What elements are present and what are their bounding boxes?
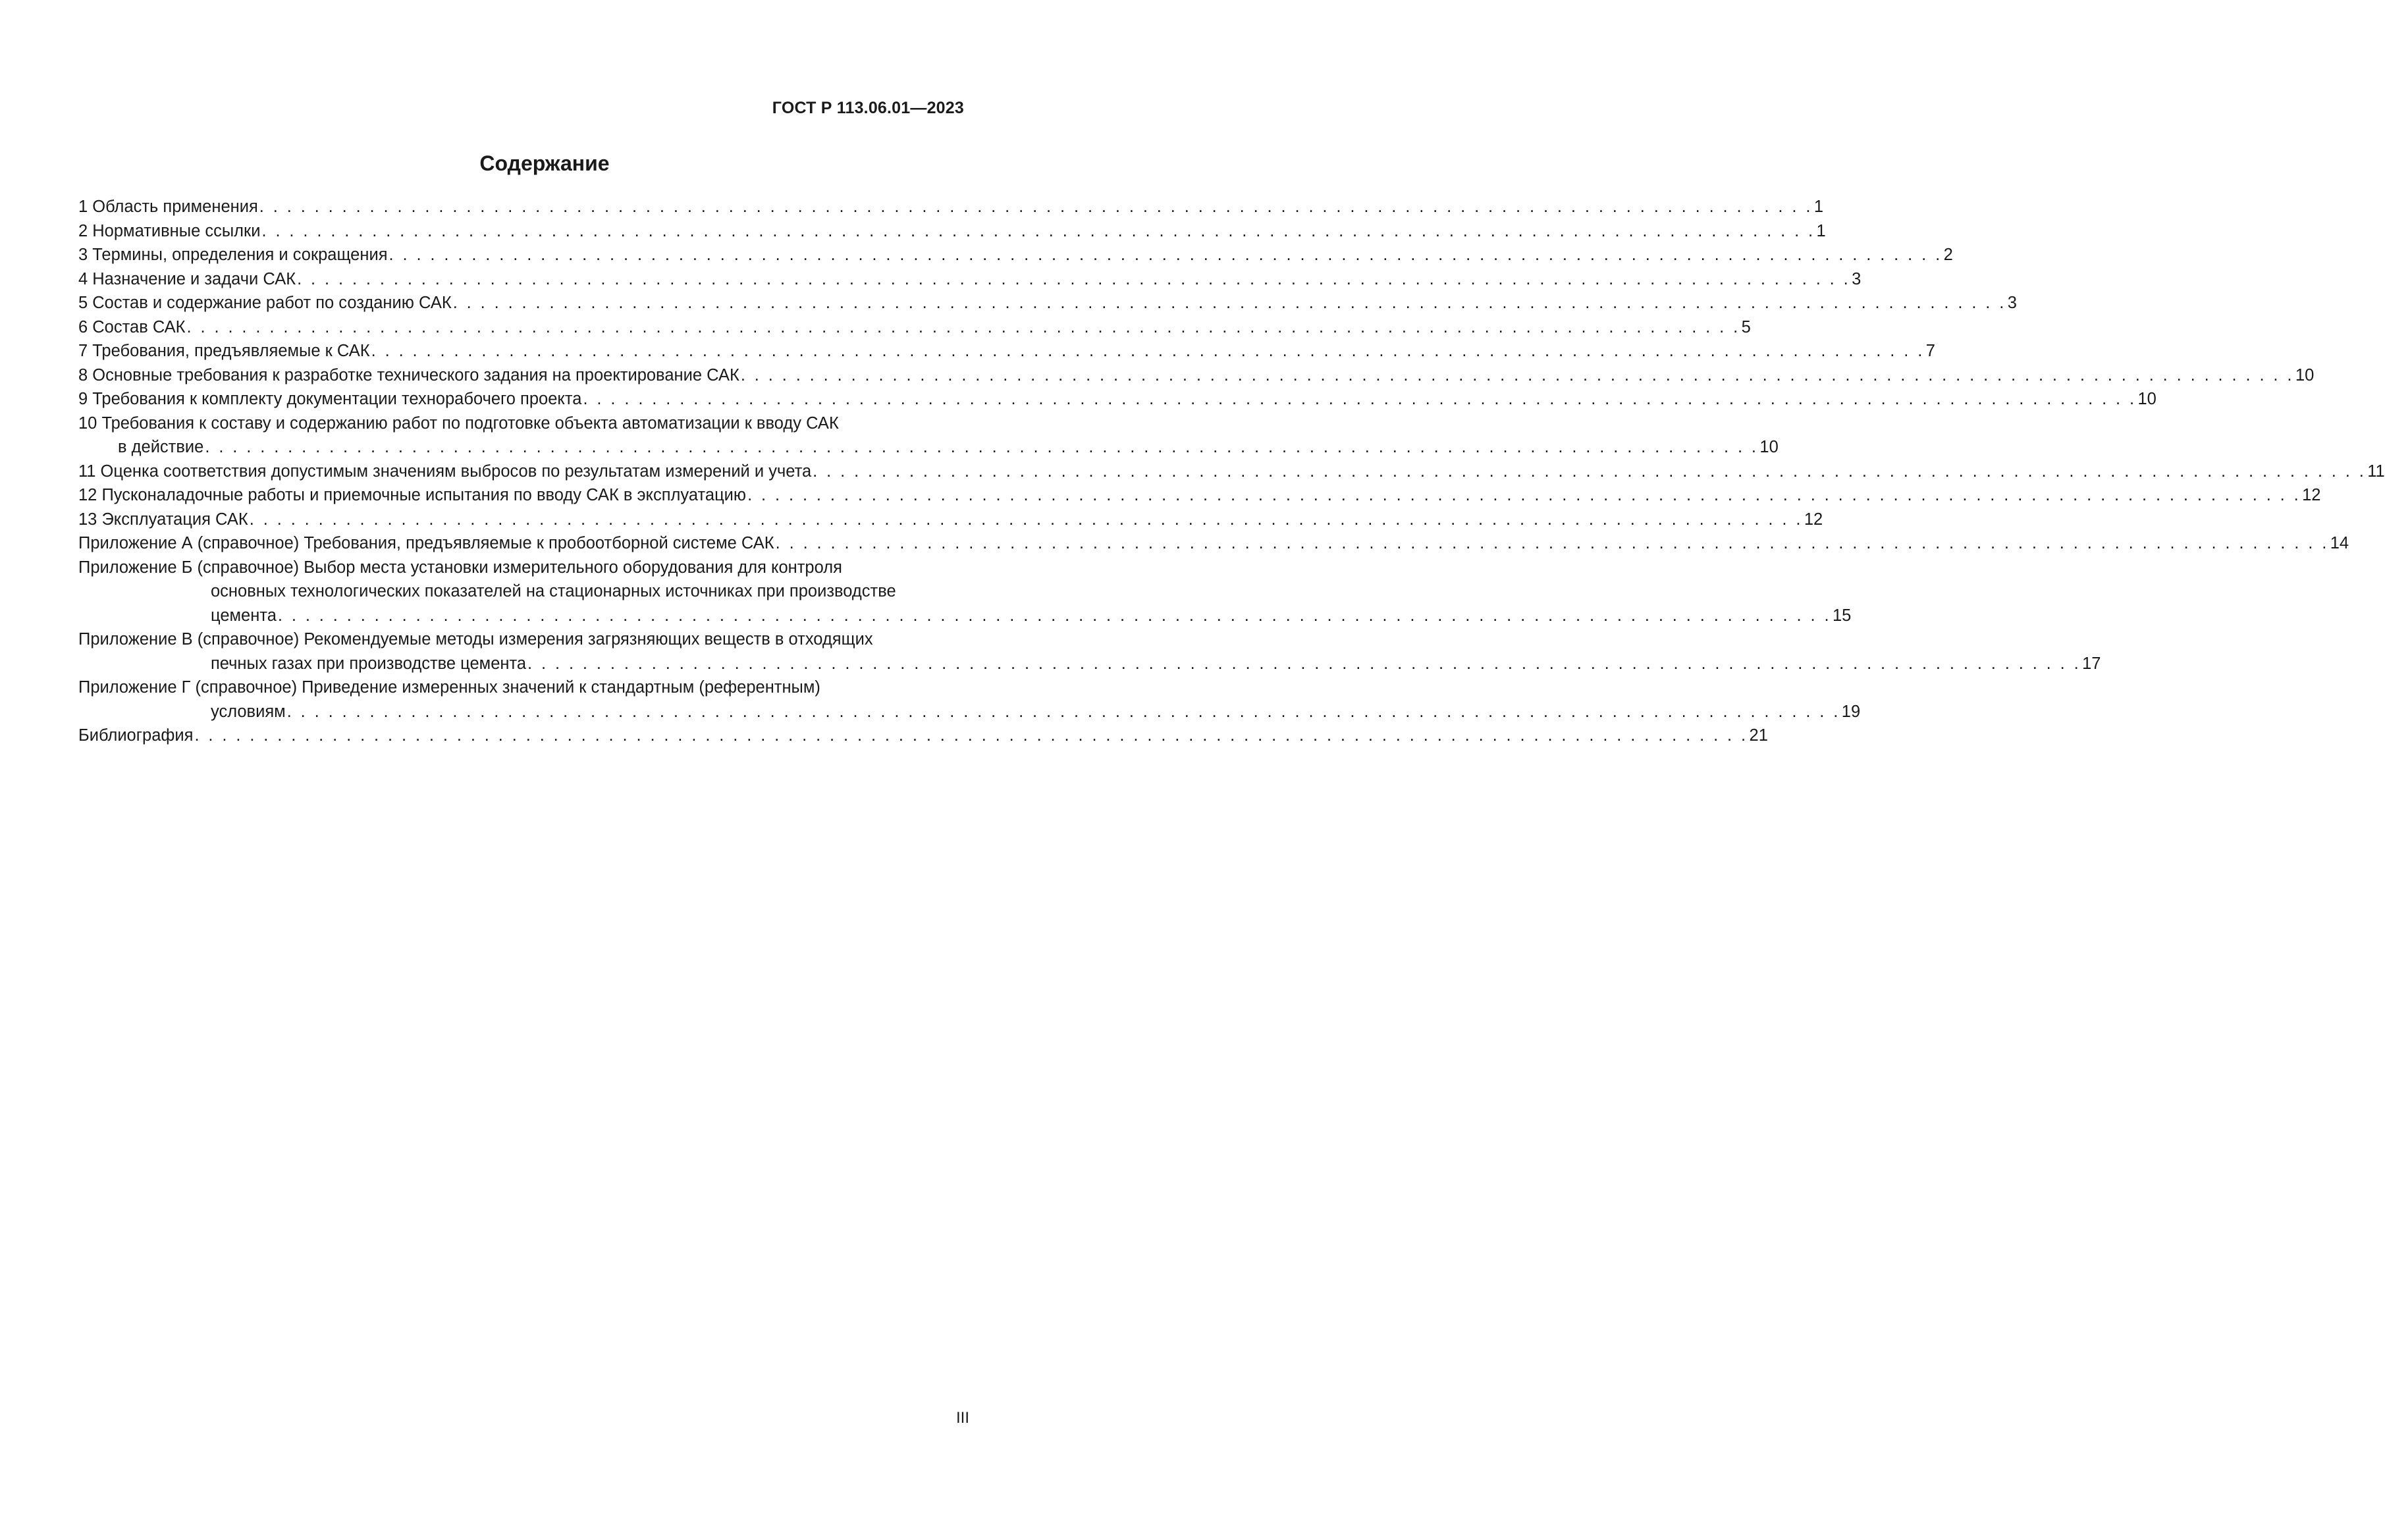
toc-entry-page: 3 — [2007, 294, 2017, 312]
toc-entry-title: Библиография — [78, 726, 194, 745]
toc-entry-title: 3 Термины, определения и сокращения — [78, 246, 388, 264]
dot-leader: . . . . . . . . . . . . . . . . . . . . . . . . . . . . . . . . . . . . . . . . . . . . . . . . . . . . . . . . . . . . . . . . . . . . . . . . . . . . . . . . . . . . . . . . . . . . . . . . . . . . . . . . . . . . . . . . . — [740, 365, 2294, 385]
toc-entry[interactable] — [78, 556, 1852, 628]
dot-leader: . . . . . . . . . . . . . . . . . . . . . . . . . . . . . . . . . . . . . . . . . . . . . . . . . . . . . . . . . . . . . . . . . . . . . . . . . . . . . . . . . . . . . . . . . . . . . . . . . . . . . . . . . . . . . . . . . — [371, 342, 1925, 360]
toc-entry[interactable] — [78, 508, 1823, 532]
toc-entry[interactable] — [78, 339, 1935, 363]
dot-leader: . . . . . . . . . . . . . . . . . . . . . . . . . . . . . . . . . . . . . . . . . . . . . . . . . . . . . . . . . . . . . . . . . . . . . . . . . . . . . . . . . . . . . . . . . . . . . . . . . . . . . . . . . . . . . . . . . — [194, 726, 1748, 745]
toc-entry[interactable] — [78, 195, 1824, 219]
toc-entry-title-line: Приложение В (справочное) Рекомендуемые методы измерения загрязняющих веществ в отходящих — [78, 630, 873, 649]
toc-entry-title: условиям — [211, 702, 286, 721]
toc-entry-title-line: основных технологических показателей на стационарных источниках при производстве — [211, 582, 896, 600]
dot-leader: . . . . . . . . . . . . . . . . . . . . . . . . . . . . . . . . . . . . . . . . . . . . . . . . . . . . . . . . . . . . . . . . . . . . . . . . . . . . . . . . . . . . . . . . . . . . . . . . . . . . . . . . . . . . . . . . . — [583, 390, 2137, 408]
toc-entry-title: 4 Назначение и задачи САК — [78, 269, 296, 288]
toc-entry[interactable] — [78, 627, 2101, 676]
toc-entry[interactable] — [78, 531, 2349, 556]
toc-entry-title: 11 Оценка соответствия допустимым значениям выбросов по результатам измерений и учета — [78, 462, 812, 481]
toc-entry[interactable] — [78, 243, 1953, 267]
toc-entry-page: 3 — [1852, 269, 1862, 288]
document-code: ГОСТ Р 113.06.01—2023 — [772, 99, 964, 117]
toc-entry[interactable] — [78, 219, 1826, 244]
toc-entry[interactable] — [78, 676, 1861, 724]
dot-leader: . . . . . . . . . . . . . . . . . . . . . . . . . . . . . . . . . . . . . . . . . . . . . . . . . . . . . . . . . . . . . . . . . . . . . . . . . . . . . . . . . . . . . . . . . . . . . . . . . . . . . . . . . . . . . . . . . — [205, 438, 1759, 456]
toc-entry-page: 11 — [2367, 462, 2385, 481]
toc-entry-title: печных газах при производстве цемента — [211, 654, 527, 673]
toc-entry-title: 5 Состав и содержание работ по созданию САК — [78, 294, 452, 312]
toc-entry-title: 2 Нормативные ссылки — [78, 221, 261, 240]
toc-entry-page: 12 — [2302, 486, 2321, 504]
toc-title: Содержание — [479, 151, 610, 175]
toc-entry-title: цемента — [211, 606, 277, 625]
toc-entry[interactable] — [78, 267, 1862, 292]
toc-entry[interactable] — [78, 363, 2315, 388]
toc-entry-page: 17 — [2082, 654, 2101, 673]
toc-entry-title: 12 Пусконаладочные работы и приемочные испытания по вводу САК в эксплуатацию — [78, 486, 747, 504]
toc-entry-page: 15 — [1832, 606, 1852, 625]
dot-leader: . . . . . . . . . . . . . . . . . . . . . . . . . . . . . . . . . . . . . . . . . . . . . . . . . . . . . . . . . . . . . . . . . . . . . . . . . . . . . . . . . . . . . . . . . . . . . . . . . . . . . . . . . . . . . . . . . — [389, 246, 1943, 264]
toc-entry-title: 9 Требования к комплекту документации технорабочего проекта — [78, 390, 582, 408]
toc-entry-page: 12 — [1804, 510, 1823, 529]
toc-entry[interactable] — [78, 315, 1751, 340]
dot-leader: . . . . . . . . . . . . . . . . . . . . . . . . . . . . . . . . . . . . . . . . . . . . . . . . . . . . . . . . . . . . . . . . . . . . . . . . . . . . . . . . . . . . . . . . . . . . . . . . . . . . . . . . . . . . . . . . . — [249, 510, 1803, 529]
toc-entry[interactable] — [78, 291, 2017, 315]
toc-entry-page: 21 — [1749, 726, 1768, 745]
dot-leader: . . . . . . . . . . . . . . . . . . . . . . . . . . . . . . . . . . . . . . . . . . . . . . . . . . . . . . . . . . . . . . . . . . . . . . . . . . . . . . . . . . . . . . . . . . . . . . . . . . . . . . . . . . . . . . . . . — [747, 486, 2301, 504]
toc-entry[interactable] — [78, 724, 1768, 748]
dot-leader: . . . . . . . . . . . . . . . . . . . . . . . . . . . . . . . . . . . . . . . . . . . . . . . . . . . . . . . . . . . . . . . . . . . . . . . . . . . . . . . . . . . . . . . . . . . . . . . . . . . . . . . . . . . . . . . . . — [452, 294, 2006, 312]
toc-entry-title: 13 Эксплуатация САК — [78, 510, 248, 529]
toc-entry[interactable] — [78, 387, 2157, 412]
toc-entry-title-line: 10 Требования к составу и содержанию работ по подготовке объекта автоматизации к вводу САК — [78, 413, 839, 433]
toc-entry[interactable] — [78, 460, 2385, 484]
toc-entry-title: 7 Требования, предъявляемые к САК — [78, 342, 370, 360]
toc-entry-title: в действие — [118, 438, 204, 456]
toc-entry-page: 10 — [2137, 390, 2157, 408]
toc-entry-title: 8 Основные требования к разработке технического задания на проектирование САК — [78, 365, 739, 385]
toc-entry-title: 6 Состав САК — [78, 317, 186, 336]
dot-leader: . . . . . . . . . . . . . . . . . . . . . . . . . . . . . . . . . . . . . . . . . . . . . . . . . . . . . . . . . . . . . . . . . . . . . . . . . . . . . . . . . . . . . . . . . . . . . . . . . . . . . . . . . . . . . . . . . — [186, 317, 1740, 336]
toc-entry[interactable] — [78, 412, 1779, 460]
dot-leader: . . . . . . . . . . . . . . . . . . . . . . . . . . . . . . . . . . . . . . . . . . . . . . . . . . . . . . . . . . . . . . . . . . . . . . . . . . . . . . . . . . . . . . . . . . . . . . . . . . . . . . . . . . . . . . . . . — [297, 269, 1851, 288]
dot-leader: . . . . . . . . . . . . . . . . . . . . . . . . . . . . . . . . . . . . . . . . . . . . . . . . . . . . . . . . . . . . . . . . . . . . . . . . . . . . . . . . . . . . . . . . . . . . . . . . . . . . . . . . . . . . . . . . . — [277, 606, 1831, 625]
dot-leader: . . . . . . . . . . . . . . . . . . . . . . . . . . . . . . . . . . . . . . . . . . . . . . . . . . . . . . . . . . . . . . . . . . . . . . . . . . . . . . . . . . . . . . . . . . . . . . . . . . . . . . . . . . . . . . . . . — [259, 198, 1813, 216]
dot-leader: . . . . . . . . . . . . . . . . . . . . . . . . . . . . . . . . . . . . . . . . . . . . . . . . . . . . . . . . . . . . . . . . . . . . . . . . . . . . . . . . . . . . . . . . . . . . . . . . . . . . . . . . . . . . . . . . . — [261, 221, 1815, 240]
dot-leader: . . . . . . . . . . . . . . . . . . . . . . . . . . . . . . . . . . . . . . . . . . . . . . . . . . . . . . . . . . . . . . . . . . . . . . . . . . . . . . . . . . . . . . . . . . . . . . . . . . . . . . . . . . . . . . . . . — [813, 462, 2367, 481]
toc-entry-page: 10 — [2295, 365, 2315, 385]
toc-entry-page: 2 — [1943, 246, 1953, 264]
toc-entry-page: 5 — [1741, 317, 1751, 336]
toc-entry[interactable] — [78, 483, 2321, 508]
table-of-contents — [78, 195, 2385, 748]
toc-entry-page: 1 — [1816, 221, 1826, 240]
dot-leader: . . . . . . . . . . . . . . . . . . . . . . . . . . . . . . . . . . . . . . . . . . . . . . . . . . . . . . . . . . . . . . . . . . . . . . . . . . . . . . . . . . . . . . . . . . . . . . . . . . . . . . . . . . . . . . . . . — [527, 654, 2081, 673]
toc-entry-page: 19 — [1841, 702, 1861, 721]
dot-leader: . . . . . . . . . . . . . . . . . . . . . . . . . . . . . . . . . . . . . . . . . . . . . . . . . . . . . . . . . . . . . . . . . . . . . . . . . . . . . . . . . . . . . . . . . . . . . . . . . . . . . . . . . . . . . . . . . — [286, 702, 1840, 721]
toc-entry-page: 1 — [1813, 198, 1824, 216]
toc-entry-title: 1 Область применения — [78, 198, 258, 216]
toc-entry-title-line: Приложение Г (справочное) Приведение измеренных значений к стандартным (референтным) — [78, 678, 820, 697]
dot-leader: . . . . . . . . . . . . . . . . . . . . . . . . . . . . . . . . . . . . . . . . . . . . . . . . . . . . . . . . . . . . . . . . . . . . . . . . . . . . . . . . . . . . . . . . . . . . . . . . . . . . . . . . . . . . . . . . . — [775, 534, 2329, 552]
page-number: III — [955, 1409, 969, 1427]
toc-entry-title: Приложение А (справочное) Требования, предъявляемые к пробоотборной системе САК — [78, 534, 774, 552]
toc-entry-title-line: Приложение Б (справочное) Выбор места установки измерительного оборудования для контроля — [78, 558, 842, 577]
toc-entry-page: 10 — [1759, 438, 1779, 456]
toc-entry-page: 7 — [1925, 342, 1935, 360]
toc-entry-page: 14 — [2330, 534, 2349, 552]
